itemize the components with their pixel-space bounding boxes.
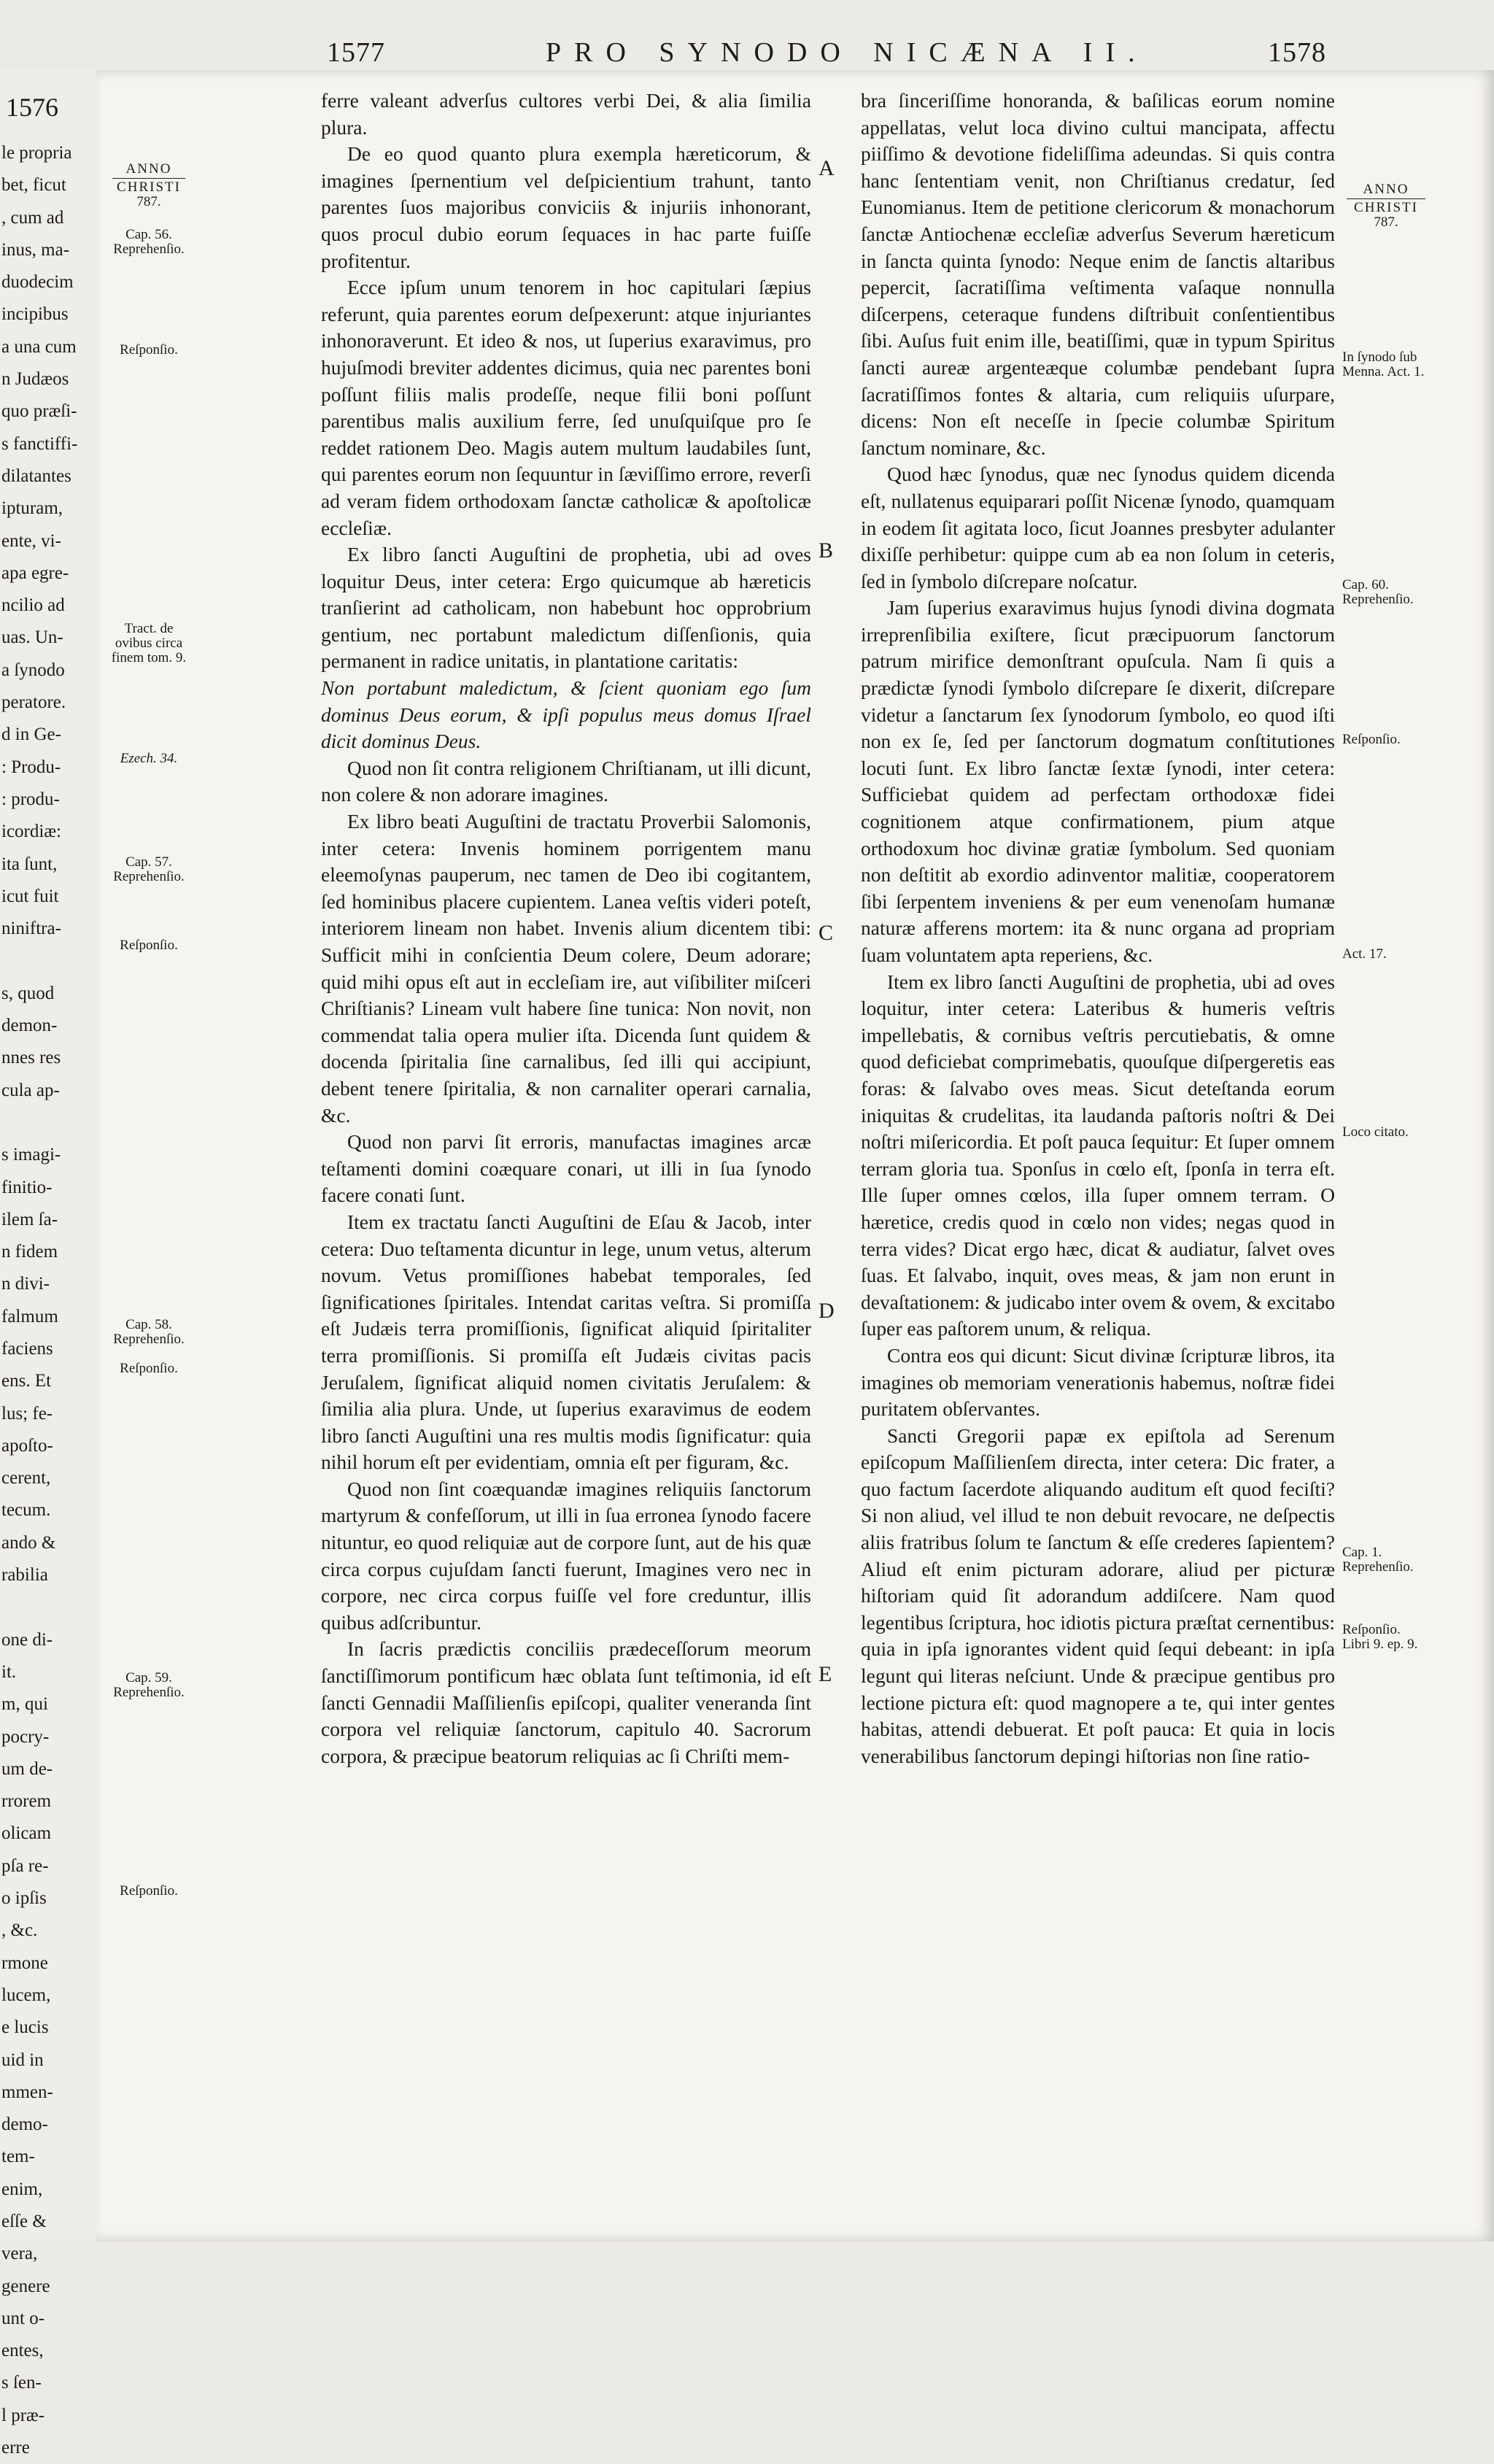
- anno-label: ANNO: [1363, 182, 1409, 197]
- previous-page-line: pſa re-: [1, 1855, 49, 1876]
- previous-page-line: ilem ſa-: [1, 1209, 58, 1229]
- previous-page-line: s, quod: [1, 983, 55, 1003]
- paragraph: Quod non ſit contra religionem Chriſtianam, ut illi dicunt, non colere & non adorare imagines.: [321, 756, 811, 806]
- previous-page-line: cerent,: [1, 1468, 51, 1488]
- previous-page-line: bet, ficut: [1, 175, 66, 196]
- christi-label: CHRISTI: [1354, 200, 1418, 215]
- previous-page-line: inus, ma-: [1, 239, 70, 260]
- previous-page-line: demon-: [1, 1016, 58, 1036]
- previous-page-line: tecum.: [1, 1500, 51, 1521]
- previous-page-line: n divi-: [1, 1274, 50, 1294]
- previous-page-line: uid in: [1, 2050, 44, 2070]
- left-margin-year-box: [108, 162, 190, 209]
- anno-label: ANNO: [125, 161, 172, 177]
- previous-page-line: apoſto-: [1, 1435, 53, 1456]
- previous-page-line: : produ-: [1, 789, 60, 809]
- previous-page-line: ipturam,: [1, 498, 63, 519]
- previous-page-line: a ſynodo: [1, 660, 65, 680]
- paragraph: In ſacris prædictis conciliis prædeceſſorum meorum ſanctiſſimorum pontificum hæc oblata ſunt teſtimonia, id eſt ſancti Gennadii Maſſilienſis epiſcopi, qualiter veneranda ſint corpora vel reliquiæ ſanctorum, capitulo 40. Sacrorum corpora, & præcipue beatorum reliquias ac ſi Chriſti mem-: [321, 1637, 811, 1767]
- previous-page-line: rrorem: [1, 1791, 52, 1812]
- section-letter: C: [818, 921, 834, 945]
- margin-note: Reſponſio.: [120, 1883, 178, 1899]
- previous-page-line: vera,: [1, 2244, 38, 2264]
- previous-page-line: lucem,: [1, 1985, 51, 2005]
- previous-page-line: demo-: [1, 2115, 48, 2135]
- previous-page-line: unt o-: [1, 2308, 45, 2328]
- divider: [112, 178, 185, 179]
- previous-page-line: it.: [1, 1661, 17, 1682]
- previous-page-line: duodecim: [1, 272, 74, 293]
- previous-page-line: a una cum: [1, 336, 77, 357]
- previous-page-line: apa egre-: [1, 563, 69, 583]
- right-page-number: 1578: [1268, 37, 1326, 68]
- paragraph: Quod non ſint coæquandæ imagines reliquiis ſanctorum martyrum & confeſſorum, ut illi in ſua erronea ſynodo facere nituntur, eo quod reliquiæ aut de corpore ſunt, aut de his quæ circa corpus cujuſdam ſancti fuerunt, Imagines vero nec in corpore, nec circa corpus fuiſſe vel fore creduntur, illis quibus adſcribuntur.: [321, 1477, 811, 1634]
- previous-page-line: enim,: [1, 2179, 43, 2199]
- paragraph: Jam ſuperius exaravimus hujus ſynodi divina dogmata irreprenſibilia exiſtere, ſicut præcipuorum ſanctorum patrum mirifice demonſtrant opuſcula. Nam ſi quis a prædictæ ſynodi ſymbolo diſcrepare ſe dixerit, diſcrepare videtur a ſanctarum ſex ſynodorum ſymbolo, eo quod iſti non ex ſe, ſed per ſanctorum dogmatum conſtitutiones locuti ſunt. Ex libro ſanctæ ſextæ ſynodi, inter cetera: Sufficiebat quidem ad perfectam orthodoxæ fidei cognitionem atque confirmationem, pium atque orthodoxum hoc divinæ gratiæ ſymbolum. Sed quoniam non deſtitit ab exordio adinventor malitiæ, cooperatorem ſibi ſerpentem inveniens & per eum venenoſam humanæ naturæ afferens mortem: ita & nunc organa ad propriam ſuam voluntatem apta reperiens, &c.: [861, 596, 1335, 966]
- previous-page-line: , cum ad: [1, 207, 64, 228]
- paragraph: Item ex tractatu ſancti Auguſtini de Eſau & Jacob, inter cetera: Duo teſtamenta dicuntur in lege, unum vetus, alterum novum. Vetus promiſſiones habebat temporales, ſed ſignificationes ſpiritales. Intendat caritas veſtra. Si promiſſa eſt Judæis terra promiſſionis, ſignificat aliquid ſpiritaliter terra promiſſionis. Si promiſſa eſt Judæis civitas pacis Jeruſalem, ſignificat aliquid nomen civitatis Jeruſalem: & ſimilia alia plura. Unde, ut ſuperius exaravimus de eodem libro ſancti Auguſtini una res multis modis ſignificatur: quia nihil horum eſt per evidentiam, omnia eſt per figuram, &c.: [321, 1210, 811, 1474]
- previous-page-line: uas. Un-: [1, 627, 63, 648]
- left-text-column: [321, 88, 811, 1769]
- section-letter: E: [818, 1662, 832, 1686]
- previous-page-line: [0, 1591, 96, 1623]
- margin-note: Reſponſio.: [1342, 732, 1401, 747]
- paragraph: ferre valeant adverſus cultores verbi Dei, & alia ſimilia plura.: [321, 89, 811, 139]
- previous-page-line: rmone: [1, 1953, 48, 1973]
- previous-page-line: s imagi-: [1, 1145, 61, 1165]
- previous-page-line: lus; fe-: [1, 1403, 53, 1424]
- paragraph: Sancti Gregorii papæ ex epiſtola ad Serenum epiſcopum Maſſilienſem directa, inter cetera: Dic frater, a quo factum ſacerdote aliquando auditum eſt quod feciſti? Si non aliud, vel illud te non debuit revocare, ne deſpectis aliis fratribus ſolum te ſanctum & eſſe crederes ſapientem? Aliud eſt enim picturam adorare, aliud per picturæ hiſtoriam quid ſit adorandum addiſcere. Nam quod legentibus ſcriptura, hoc idiotis pictura præſtat cernentibus: quia in ipſa ignorantes vident quid ſequi debeant: in ipſa legunt qui literas neſciunt. Unde & præcipue gentibus pro lectione pictura eſt: quod magnopere a te, qui inter gentes habitas, attendi debuerat. Et poſt pauca: Et quia in locis venerabilibus ſanctorum depingi hiſtorias non ſine ratio-: [861, 1424, 1335, 1767]
- previous-page-line: , &c.: [1, 1920, 38, 1941]
- previous-page-line: o ipſis: [1, 1888, 47, 1909]
- previous-page-line: ando &: [1, 1532, 56, 1553]
- scripture-quote: Non portabunt maledictum, & ſcient quoniam ego ſum dominus Deus eorum, & ipſi populus meus domus Iſrael dicit dominus Deus.: [321, 676, 811, 753]
- paragraph: Quod hæc ſynodus, quæ nec ſynodus quidem dicenda eſt, nullatenus equiparari poſſit Nicenæ ſynodo, quamquam in eodem ſit agitata loco, ſicut Joannes presbyter adulanter dixiſſe perhibetur: quippe cum ab ea non ſolum in ceteris, ſed in ſymbolo diſcrepare noſcatur.: [861, 463, 1335, 592]
- section-letter: D: [818, 1299, 835, 1323]
- previous-page-line: um de-: [1, 1758, 53, 1779]
- previous-page-line: niniftra-: [1, 919, 61, 939]
- paragraph: Quod non parvi ſit erroris, manufactas imagines arcæ teſtamenti domini coæquare conari, ut illi in ſua ſynodo facere conati ſunt.: [321, 1130, 811, 1207]
- margin-note: Cap. 57. Reprehenſio.: [113, 854, 185, 884]
- previous-page-line: incipibus: [1, 304, 69, 325]
- paragraph: Ex libro beati Auguſtini de tractatu Proverbii Salomonis, inter cetera: Invenis hominem porrigentem manu eleemoſynas pauperum, nec tamen de Deo ibi cogitantem, ſed hominibus placere cupientem. Lanea veſtis videri poteſt, interiorem lineam non habet. Invenis alium dicentem tibi: Sufficit mihi in conſcientia Deum colere, Deum adorare; quid mihi opus eſt aut in eccleſiam ire, aut viſibiliter miſceri Chriſtianis? Lineam vult habere ſine tunica: Non novit, non commendat talia opera mulier iſta. Dicenda ſunt quidem & docenda ſpiritalia ſine carnalibus, ſed illi qui accipiunt, debent tenere ſpiritalia, & non carnaliter operari carnalia, &c.: [321, 810, 811, 1127]
- previous-page-line: l præ-: [1, 2405, 45, 2425]
- paragraph: Ecce ipſum unum tenorem in hoc capitulari ſæpius referunt, quia parentes eorum deſpexerunt: atque injuriantes inhonoraverunt. Et ideo & nos, ut ſuperius exaravimus, pro hujuſmodi breviter addentes dicimus, quia nec parentes boni poſſunt filiis malis prodeſſe, neque filii boni poſſunt parentibus malis auxilium ferre, ſed unuſquiſque pro ſe reddet rationem Deo. Magis autem multum laudabiles ſunt, qui parentes eorum non ſequuntur in ſæviſſimo errore, reverſi ad veram fidem orthodoxam ſanctæ catholicæ & apoſtolicæ eccleſiæ.: [321, 276, 811, 539]
- previous-page-line: ens. Et: [1, 1371, 52, 1391]
- section-letter: A: [818, 156, 835, 180]
- year-label: 787.: [1374, 215, 1398, 230]
- previous-page-line: falmum: [1, 1306, 58, 1326]
- right-text-column: [861, 88, 1335, 1769]
- previous-page-line: s ſen-: [1, 2373, 42, 2393]
- margin-note: Cap. 60. Reprehenſio.: [1342, 577, 1414, 607]
- previous-page-line: le propria: [1, 143, 72, 163]
- previous-page-line: quo præſi-: [1, 401, 77, 422]
- previous-page-line: one di-: [1, 1629, 53, 1650]
- previous-page-line: olicam: [1, 1823, 52, 1844]
- margin-note: Reſponſio.: [120, 938, 178, 953]
- previous-page-line: [0, 945, 96, 977]
- margin-note: Cap. 56. Reprehenſio.: [113, 227, 185, 257]
- previous-page-line: cula ap-: [1, 1080, 60, 1100]
- margin-note: Tract. de ovibus circa finem tom. 9.: [111, 621, 187, 665]
- previous-page-line: nnes res: [1, 1048, 61, 1068]
- previous-page-line: n Judæos: [1, 369, 69, 390]
- section-letter: B: [818, 538, 834, 563]
- previous-page-line: icut fuit: [1, 886, 59, 906]
- running-title: PRO SYNODO NICÆNA II.: [546, 37, 1148, 68]
- previous-page-line: pocry-: [1, 1726, 50, 1747]
- right-margin-year-box: [1342, 182, 1430, 230]
- margin-note: Loco citato.: [1342, 1124, 1409, 1140]
- margin-note: Reſponſio.: [120, 342, 178, 358]
- margin-note: Ezech. 34.: [120, 751, 178, 766]
- previous-page-line: faciens: [1, 1338, 53, 1359]
- paragraph: Item ex libro ſancti Auguſtini de prophetia, ubi ad oves loquitur, inter cetera: Lateribus & humeris veſtris impellebatis, & cornibus veſtris percutiebatis, & omne quod deficiebat comprimebatis, quouſque diſpergeretis eas foras: & ſalvabo oves meas. Sicut deteſtanda eorum iniquitas & crudelitas, ita laudanda paſtoris noſtri & Dei noſtri miſericordia. Et poſt pauca ſequitur: Et ſuper omnem terram gloria tua. Sponſus in cœlo eſt, ſponſa in terra eſt. Ille ſuper omnes cœlos, illa ſuper omnem terram. O hæretice, credis quod in cœlo non vides; negas quod in terra vides? Dicat ergo hæc, dicat & audiatur, ſalvet oves ſuas. Et ſalvabo, inquit, oves meas, & jam non erunt in devaſtationem: & judicabo inter ovem & ovem, & excitabo ſuper eas paſtorem unum, & reliqua.: [861, 970, 1335, 1340]
- previous-page-text: [0, 137, 96, 2464]
- paragraph: Contra eos qui dicunt: Sicut divinæ ſcripturæ libros, ita imagines ob memoriam venerationis habemus, noſtræ fidei puritatem obſervantes.: [861, 1343, 1335, 1421]
- paragraph: Ex libro ſancti Auguſtini de prophetia, ubi ad oves loquitur Deus, inter cetera: Ergo quicumque ab hæreticis tranſierint ad catholicam, non habebunt hoc opprobrium gentium, nec portabunt maledictum diſſenſionis, quia permanent in radice unitatis, in plantatione caritatis:: [321, 543, 811, 673]
- previous-page-line: d in Ge-: [1, 725, 61, 745]
- margin-note: In ſynodo ſub Menna. Act. 1.: [1342, 349, 1425, 379]
- margin-note: Reſponſio.: [120, 1361, 178, 1376]
- previous-page-line: genere: [1, 2276, 50, 2296]
- margin-note: Cap. 59. Reprehenſio.: [113, 1670, 185, 1700]
- previous-page-line: ncilio ad: [1, 595, 65, 616]
- previous-page-line: peratore.: [1, 692, 66, 713]
- margin-note: Reſponſio. Libri 9. ep. 9.: [1342, 1622, 1418, 1652]
- previous-page-line: n fidem: [1, 1242, 58, 1262]
- christi-label: CHRISTI: [117, 179, 181, 195]
- left-page-number: 1577: [327, 37, 385, 68]
- year-label: 787.: [136, 194, 161, 209]
- previous-page-line: icordiæ:: [1, 822, 61, 842]
- previous-page-line: erre: [1, 2438, 30, 2458]
- previous-page-line: : Produ-: [1, 757, 61, 777]
- margin-note: Cap. 1. Reprehenſio.: [1342, 1545, 1414, 1575]
- previous-page-line: eſſe &: [1, 2212, 47, 2231]
- margin-note: Act. 17.: [1342, 946, 1387, 962]
- previous-page-line: e lucis: [1, 2017, 49, 2038]
- divider: [1347, 198, 1425, 199]
- previous-page-line: mmen-: [1, 2082, 53, 2102]
- previous-page-number: 1576: [6, 93, 58, 122]
- previous-page-line: rabilia: [1, 1565, 48, 1586]
- previous-page-line: ita ſunt,: [1, 854, 58, 874]
- previous-page-line: ente, vi-: [1, 530, 61, 551]
- margin-note: Cap. 58. Reprehenſio.: [113, 1317, 185, 1347]
- previous-page-line: m, qui: [1, 1694, 48, 1715]
- previous-page-line: tem-: [1, 2147, 35, 2167]
- paragraph: De eo quod quanto plura exempla hæreticorum, & imagines ſpernentium vel deſpicientium trahunt, tanto parentes ſuos majoribus conviciis & injuriis inhonorant, quos procul dubio eorum ſequaces in hac parte fuiſſe profitentur.: [321, 142, 811, 272]
- previous-page-line: entes,: [1, 2341, 44, 2361]
- previous-page-line: s fanctiffi-: [1, 433, 78, 454]
- previous-page-line: [0, 1107, 96, 1139]
- previous-page-line: finitio-: [1, 1177, 53, 1197]
- previous-page-line: dilatantes: [1, 466, 71, 486]
- paragraph: bra ſinceriſſime honoranda, & baſilicas eorum nomine appellatas, velut loca divino cultui mancipata, affectu piiſſimo & devotione fideliſſima adeundas. Si quis contra hanc ſententiam venit, non Chriſtianus credatur, ſed Eunomianus. Item de petitione clericorum & monachorum ſanctæ Antiochenæ eccleſiæ adverſus Severum hæreticum in ſancta quinta ſynodo: Neque enim de ſanctis altaribus pepercit, ſacratiſſima veſtimenta vaſaque nonnulla diſcerpens, ceteraque fundens diſtribuit conſentientibus ſibi. Auſus fuit enim ille, beatiſſimi, quæ in typum Spiritus ſancti aureæ argenteæque columbæ pendebant ſupra ſacratiſſimos fontes & altaria, cum reliquiis uſurpare, dicens: Non eſt neceſſe in ſpecie columbæ Spiritum ſanctum nominare, &c.: [861, 89, 1335, 459]
- previous-page-edge: [0, 70, 98, 2458]
